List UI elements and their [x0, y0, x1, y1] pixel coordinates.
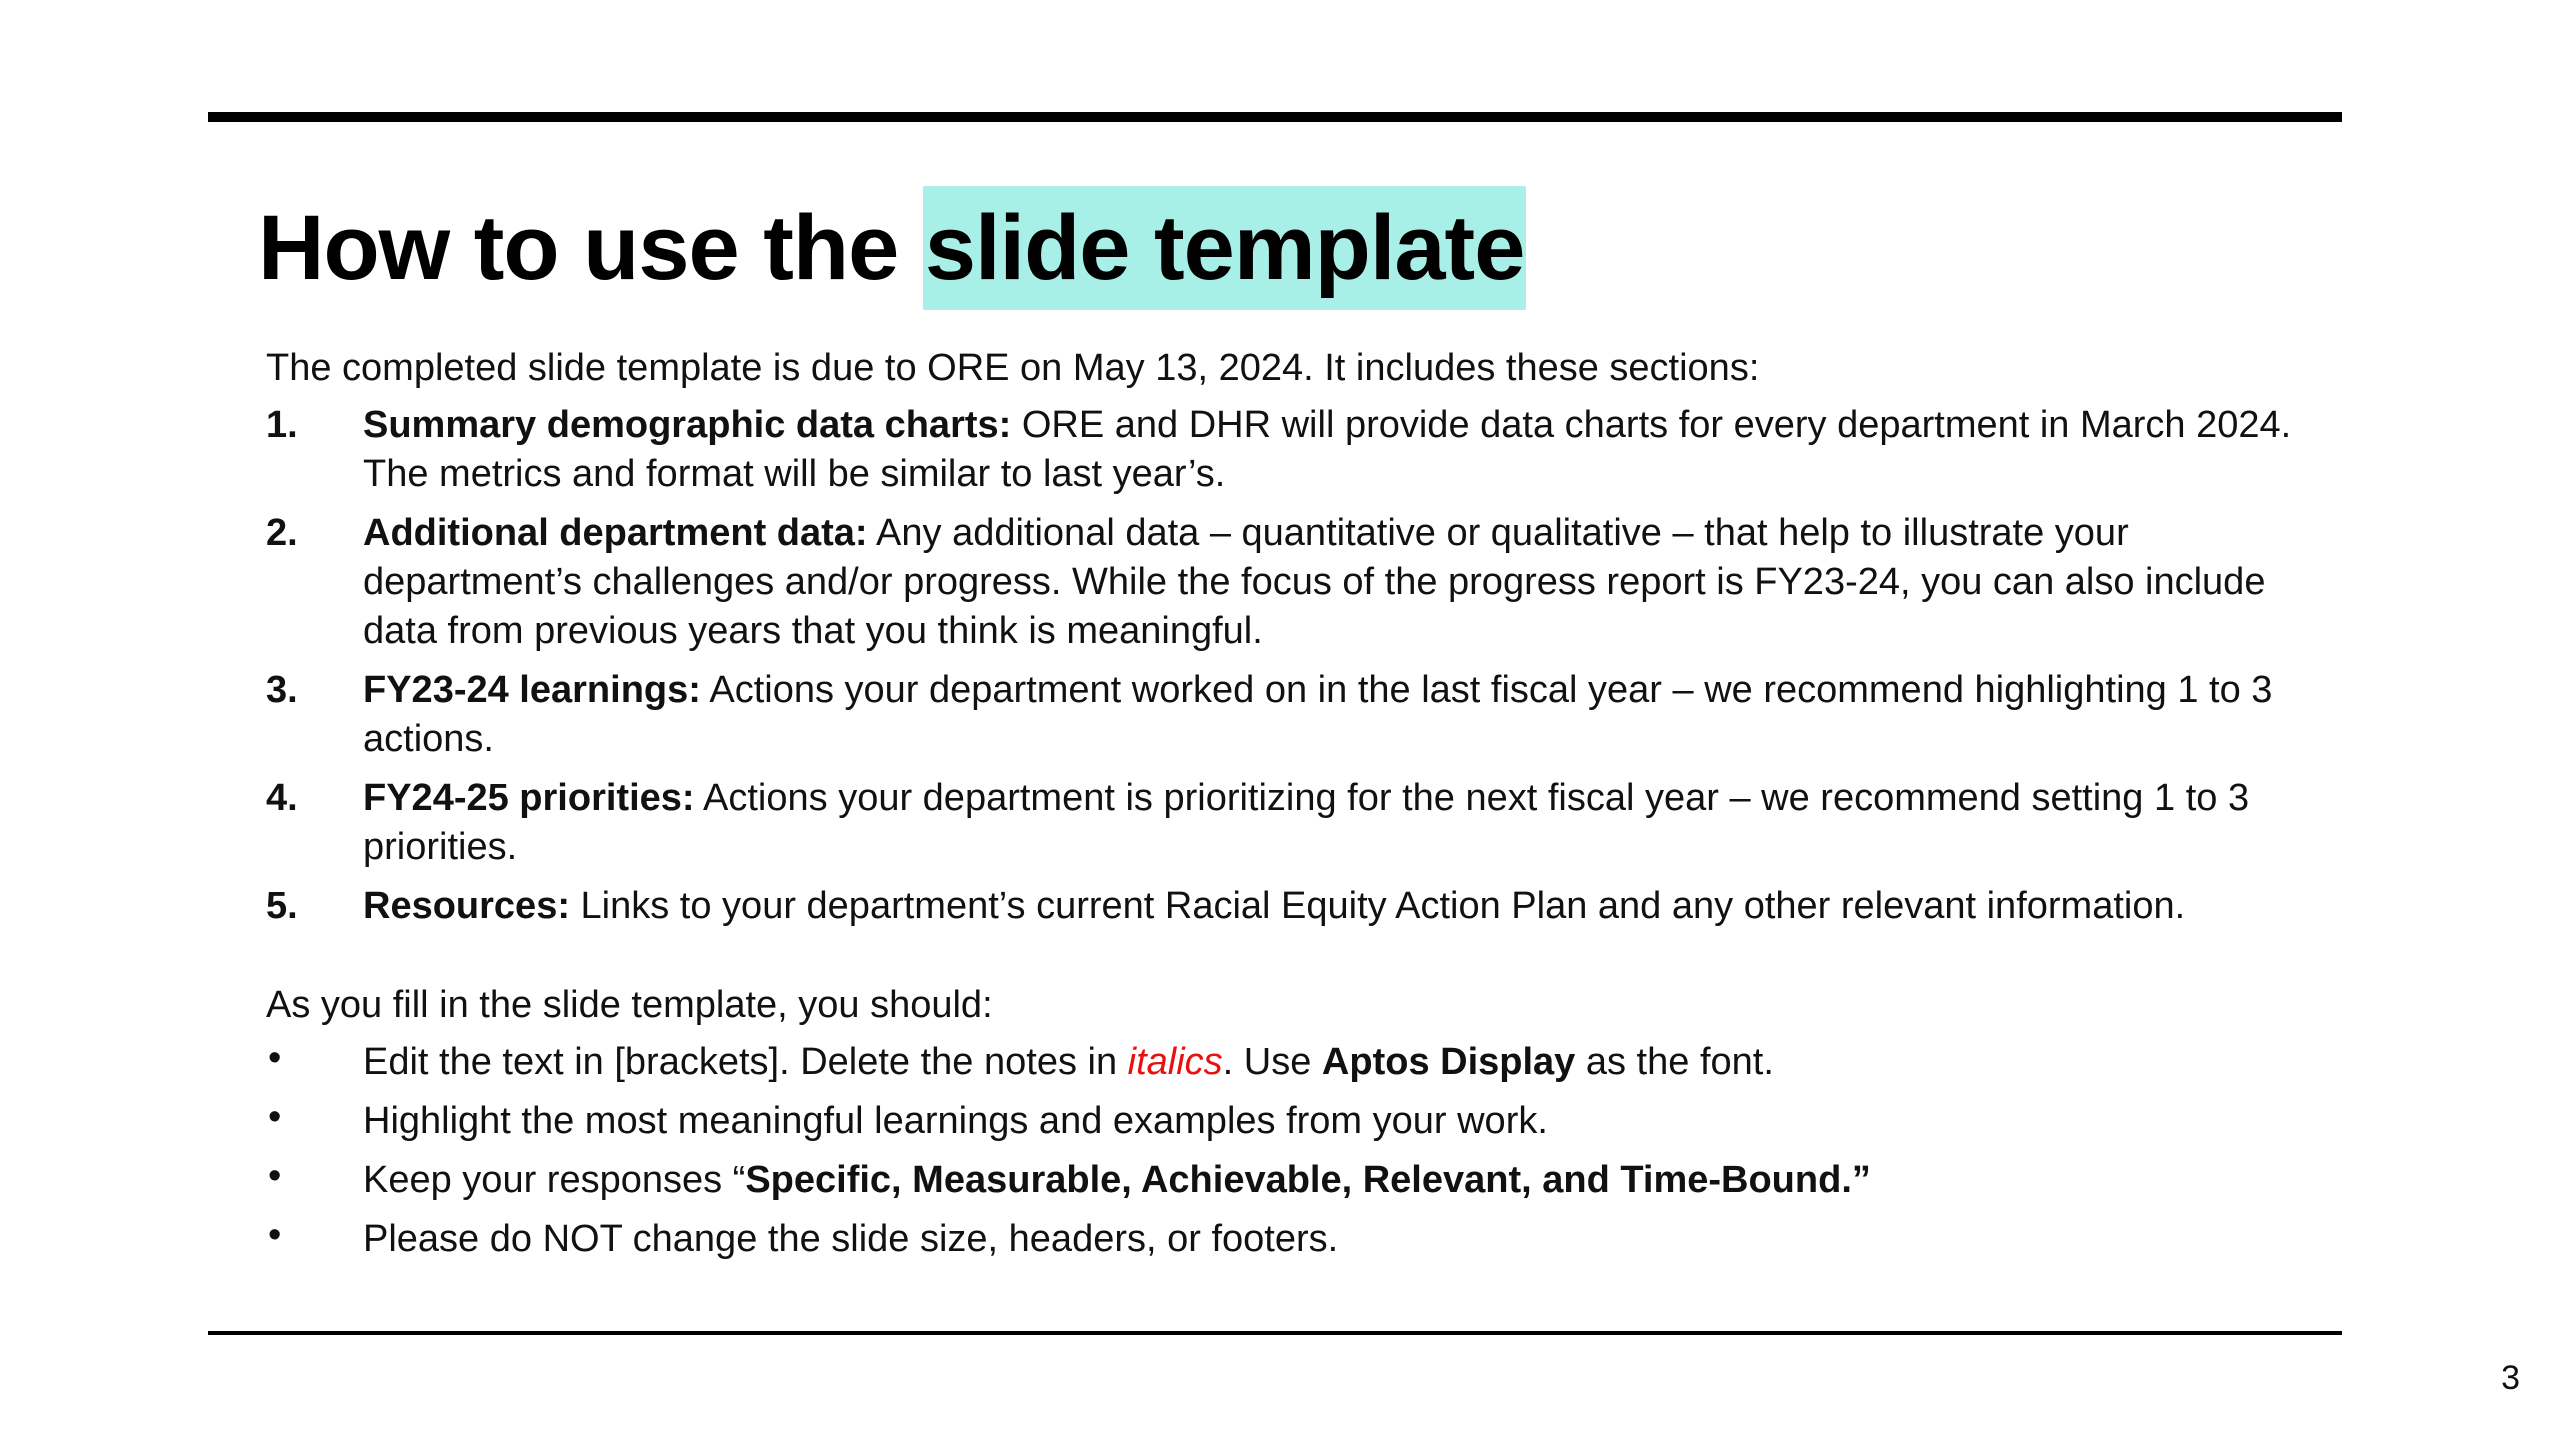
page-number: 3	[2501, 1359, 2520, 1397]
slide-body	[266, 344, 2326, 1274]
bullet-icon: •	[268, 1037, 282, 1079]
font-name: Aptos Display	[1321, 1041, 1576, 1083]
section-number: 4.	[266, 777, 298, 819]
section-number: 5.	[266, 885, 298, 927]
section-description: Any additional data – quantitative or qualitative – that help to illustrate your department’s challenges and/or progress. While the focus of the progress report is FY23-24, you can also include data from previous years that you think is meaningful.	[363, 512, 2266, 652]
section-description: Links to your department’s current Racial Equity Action Plan and any other relevant information.	[569, 885, 2186, 927]
section-description: ORE and DHR will provide data charts for every department in March 2024. The metrics and format will be similar to last year’s.	[363, 404, 2292, 495]
guidance-item-2	[266, 1097, 2326, 1146]
section-number: 1.	[266, 404, 298, 446]
section-item-3	[266, 666, 2326, 764]
section-number: 2.	[266, 512, 298, 554]
sections-list	[266, 401, 2326, 931]
bullet-icon: •	[268, 1214, 282, 1256]
intro-text: The completed slide template is due to ORE on May 13, 2024. It includes these sections:	[266, 347, 1760, 389]
section-title: Resources:	[363, 885, 570, 927]
section-item-5	[266, 882, 2326, 931]
section-item-2	[266, 509, 2326, 656]
italics-example: italics	[1127, 1041, 1223, 1083]
section-description: Actions your department worked on in the last fiscal year – we recommend highlighting 1 to 3 actions.	[363, 669, 2273, 760]
section-title: Additional department data:	[363, 512, 868, 554]
guidance-intro-text: As you fill in the slide template, you should:	[266, 984, 993, 1026]
bullet-icon: •	[268, 1155, 282, 1197]
title-highlight: slide template	[923, 186, 1527, 310]
guidance-text: as the font.	[1575, 1041, 1774, 1083]
bullet-icon: •	[268, 1096, 282, 1138]
guidance-text: . Use	[1222, 1041, 1322, 1083]
guidance-item-1	[266, 1038, 2326, 1087]
section-item-4	[266, 774, 2326, 872]
guidance-text: Please do NOT change the slide size, headers, or footers.	[363, 1218, 1339, 1260]
title-plain: How to use the	[258, 197, 923, 299]
section-number: 3.	[266, 669, 298, 711]
top-rule	[208, 112, 2342, 122]
guidance-text: Edit the text in [brackets]. Delete the notes in	[363, 1041, 1128, 1083]
smart-criteria: Specific, Measurable, Achievable, Relevant, and Time-Bound.”	[745, 1159, 1871, 1201]
guidance-text: Highlight the most meaningful learnings and examples from your work.	[363, 1100, 1548, 1142]
section-title: FY23-24 learnings:	[363, 669, 701, 711]
section-title: FY24-25 priorities:	[363, 777, 695, 819]
guidance-item-3	[266, 1156, 2326, 1205]
bottom-rule	[208, 1331, 2342, 1335]
section-item-1	[266, 401, 2326, 499]
guidance-list	[266, 1038, 2326, 1264]
guidance-text: Keep your responses “	[363, 1159, 746, 1201]
slide-title	[258, 186, 1526, 310]
section-title: Summary demographic data charts:	[363, 404, 1012, 446]
guidance-item-4	[266, 1215, 2326, 1264]
section-description: Actions your department is prioritizing for the next fiscal year – we recommend setting 1 to 3 priorities.	[363, 777, 2250, 868]
